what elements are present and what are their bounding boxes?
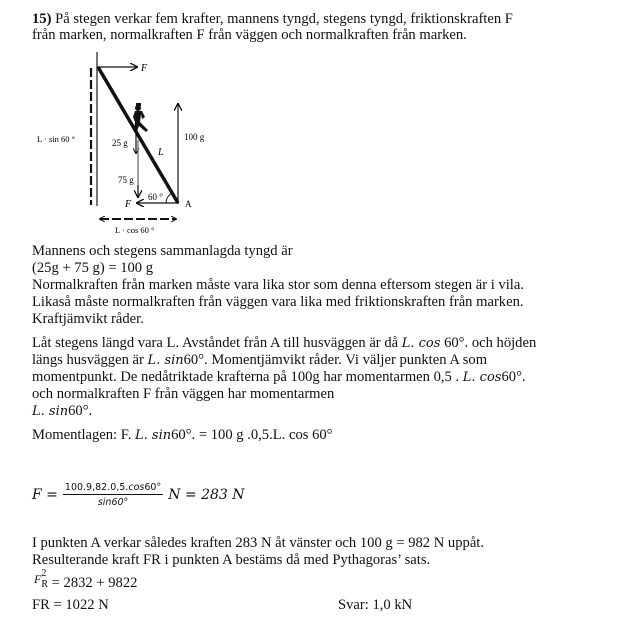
problem-number: 15) (32, 11, 52, 27)
ladder-length-label: L (158, 147, 164, 158)
wall-height-label: L · sin 60 ° (37, 134, 76, 144)
point-a-label: A (185, 199, 192, 209)
formula-rhs: N = 283 N (168, 487, 245, 503)
body-line-3: Normalkraften från marken måste vara lika stor som denna eftersom stegen är i vila. (32, 277, 524, 293)
fr-subscript: R (41, 579, 49, 590)
text-span: 60°. och höjden (440, 335, 537, 351)
problem-statement-line-2: från marken, normalkraften F från väggen och normalkraften från marken. (32, 27, 467, 43)
body-line-4: Likaså måste normalkraften från väggen vara lika med friktionskraften från marken. (32, 294, 524, 310)
fr-squared-equation (34, 568, 138, 591)
man-figure (133, 103, 148, 132)
text-span: Låt stegens längd vara L. Avståndet från A till husväggen är då (32, 335, 402, 351)
body-line-2: (25g + 75 g) = 100 g (32, 260, 154, 276)
formula-denominator: sin60° (97, 497, 129, 508)
para2-line-2 (32, 352, 487, 369)
formula-numerator (63, 482, 163, 495)
math-span: L. sin (135, 428, 172, 443)
text-span: 100.9,82.0,5. (64, 482, 129, 493)
normal-force-label: 100 g (184, 132, 205, 142)
man-weight-label: 25 g (112, 138, 128, 148)
text-span: 60°. = 100 g .0,5.L. cos 60° (171, 427, 333, 443)
fr-squared-rest: = 2832 + 9822 (48, 575, 138, 591)
force-formula (32, 475, 245, 515)
text-span: 60°. (501, 369, 526, 385)
fr-value-line: FR = 1022 N (32, 597, 109, 613)
friction-force-label: F (125, 199, 132, 210)
body-line-5: Kraftjämvikt råder. (32, 311, 144, 327)
fr-symbol: F (34, 572, 42, 586)
para2-line-4: och normalkraften F från väggen har momentarmen (32, 386, 335, 402)
math-span: L. cos (401, 336, 441, 351)
text-span: 60° (144, 482, 162, 493)
problem-intro-text: På stegen verkar fem krafter, mannens tyngd, stegens tyngd, friktionskraften F (51, 11, 513, 27)
text-span: längs husväggen är (32, 352, 148, 368)
wall-force-label: F (141, 63, 148, 74)
result-line-2: Resulterande kraft FR i punkten A bestäms då med Pythagoras’ sats. (32, 552, 431, 568)
math-span: L. cos (462, 370, 502, 385)
fr-superscript: 2 (41, 568, 47, 579)
formula-lhs: F = (32, 487, 58, 503)
base-distance-label: L · cos 60 ° (115, 225, 155, 235)
final-answer: Svar: 1,0 kN (338, 597, 413, 613)
text-span: momentpunkt. De nedåtriktade krafterna på 100g har momentarmen 0,5 . (32, 369, 463, 385)
formula-fraction (63, 482, 163, 508)
result-line-1: I punkten A verkar således kraften 283 N åt vänster och 100 g = 982 N uppåt. (32, 535, 485, 551)
text-span: Momentlagen: F. (32, 427, 136, 443)
para2-line-5 (32, 403, 92, 420)
para2-line-3 (32, 369, 526, 386)
math-span: cos (128, 482, 145, 493)
moment-law-line (32, 427, 333, 444)
ladder-weight-label: 75 g (118, 175, 134, 185)
ladder-force-diagram (0, 0, 633, 240)
angle-label: 60 ° (148, 192, 163, 202)
para2-line-1 (32, 335, 536, 352)
text-span: 60°. (68, 403, 93, 419)
math-span: L. sin (147, 353, 184, 368)
text-span: 60°. Momentjämvikt råder. Vi väljer punkten A som (183, 352, 488, 368)
math-span: L. sin (32, 404, 69, 419)
body-line-1: Mannens och stegens sammanlagda tyngd är (32, 243, 293, 259)
